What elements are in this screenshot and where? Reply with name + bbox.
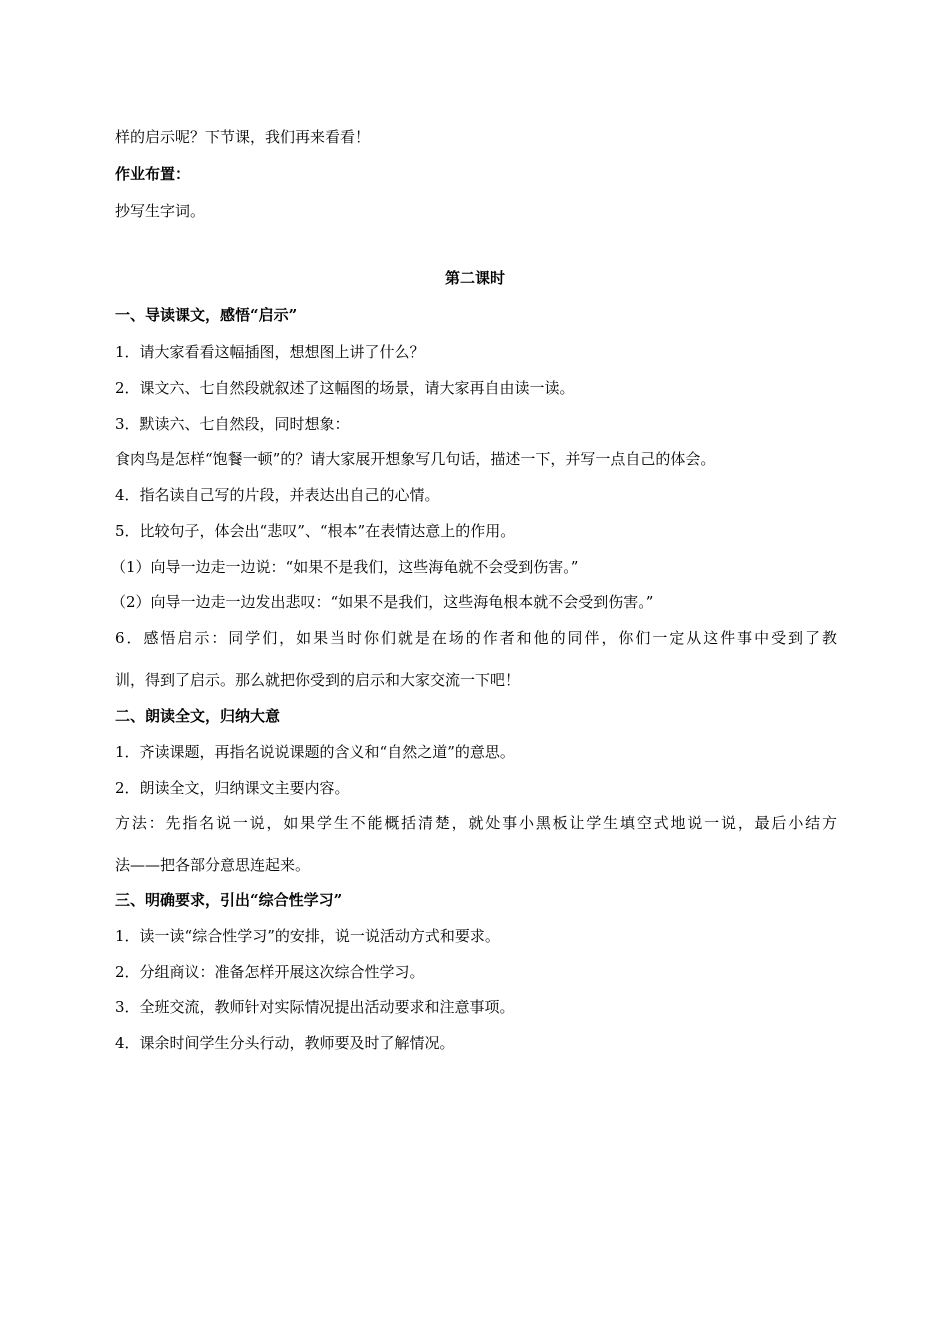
list-item: 5．比较句子，体会出“悲叹”、“根本”在表情达意上的作用。 [115,522,516,540]
homework-heading: 作业布置： [115,165,191,183]
list-item: 2．课文六、七自然段就叙述了这幅图的场景，请大家再自由读一读。 [115,379,575,397]
sub-list-item: （2）向导一边走一边发出悲叹：“如果不是我们，这些海龟根本就不会受到伤害。” [111,593,654,611]
list-item: 2．分组商议：准备怎样开展这次综合性学习。 [115,963,425,981]
paragraph: 食肉鸟是怎样“饱餐一顿”的？请大家展开想象写几句话，描述一下，并写一点自己的体会。 [115,450,716,468]
paragraph-continuation: 法——把各部分意思连起来。 [115,856,311,874]
paragraph-continuation: 训，得到了启示。那么就把你受到的启示和大家交流一下吧！ [115,671,521,689]
paragraph: 方法：先指名说一说，如果学生不能概括清楚，就处事小黑板让学生填空式地说一说，最后小结方 [115,814,837,832]
list-item: 3．默读六、七自然段，同时想象： [115,415,350,433]
list-item: 1．请大家看看这幅插图，想想图上讲了什么？ [115,343,425,361]
sub-list-item: （1）向导一边走一边说：“如果不是我们，这些海龟就不会受到伤害。” [111,558,579,576]
list-item: 4．指名读自己写的片段，并表达出自己的心情。 [115,486,440,504]
paragraph-continuation: 样的启示呢？下节课，我们再来看看！ [115,128,371,146]
section-heading-3: 三、明确要求，引出“综合性学习” [115,891,343,909]
list-item: 2．朗读全文，归纳课文主要内容。 [115,779,350,797]
list-item: 1．齐读课题，再指名说说课题的含义和“自然之道”的意思。 [115,743,515,761]
list-item: 3．全班交流，教师针对实际情况提出活动要求和注意事项。 [115,998,515,1016]
section-heading-1: 一、导读课文，感悟“启示” [115,306,298,324]
homework-text: 抄写生字词。 [115,202,206,220]
list-item: 1．读一读“综合性学习”的安排，说一说活动方式和要求。 [115,927,500,945]
list-item: 6．感悟启示：同学们，如果当时你们就是在场的作者和他的同伴，你们一定从这件事中受到了教 [115,629,837,647]
section-heading-2: 二、朗读全文，归纳大意 [115,707,281,725]
list-item: 4．课余时间学生分头行动，教师要及时了解情况。 [115,1034,455,1052]
lesson-title: 第二课时 [444,269,505,287]
